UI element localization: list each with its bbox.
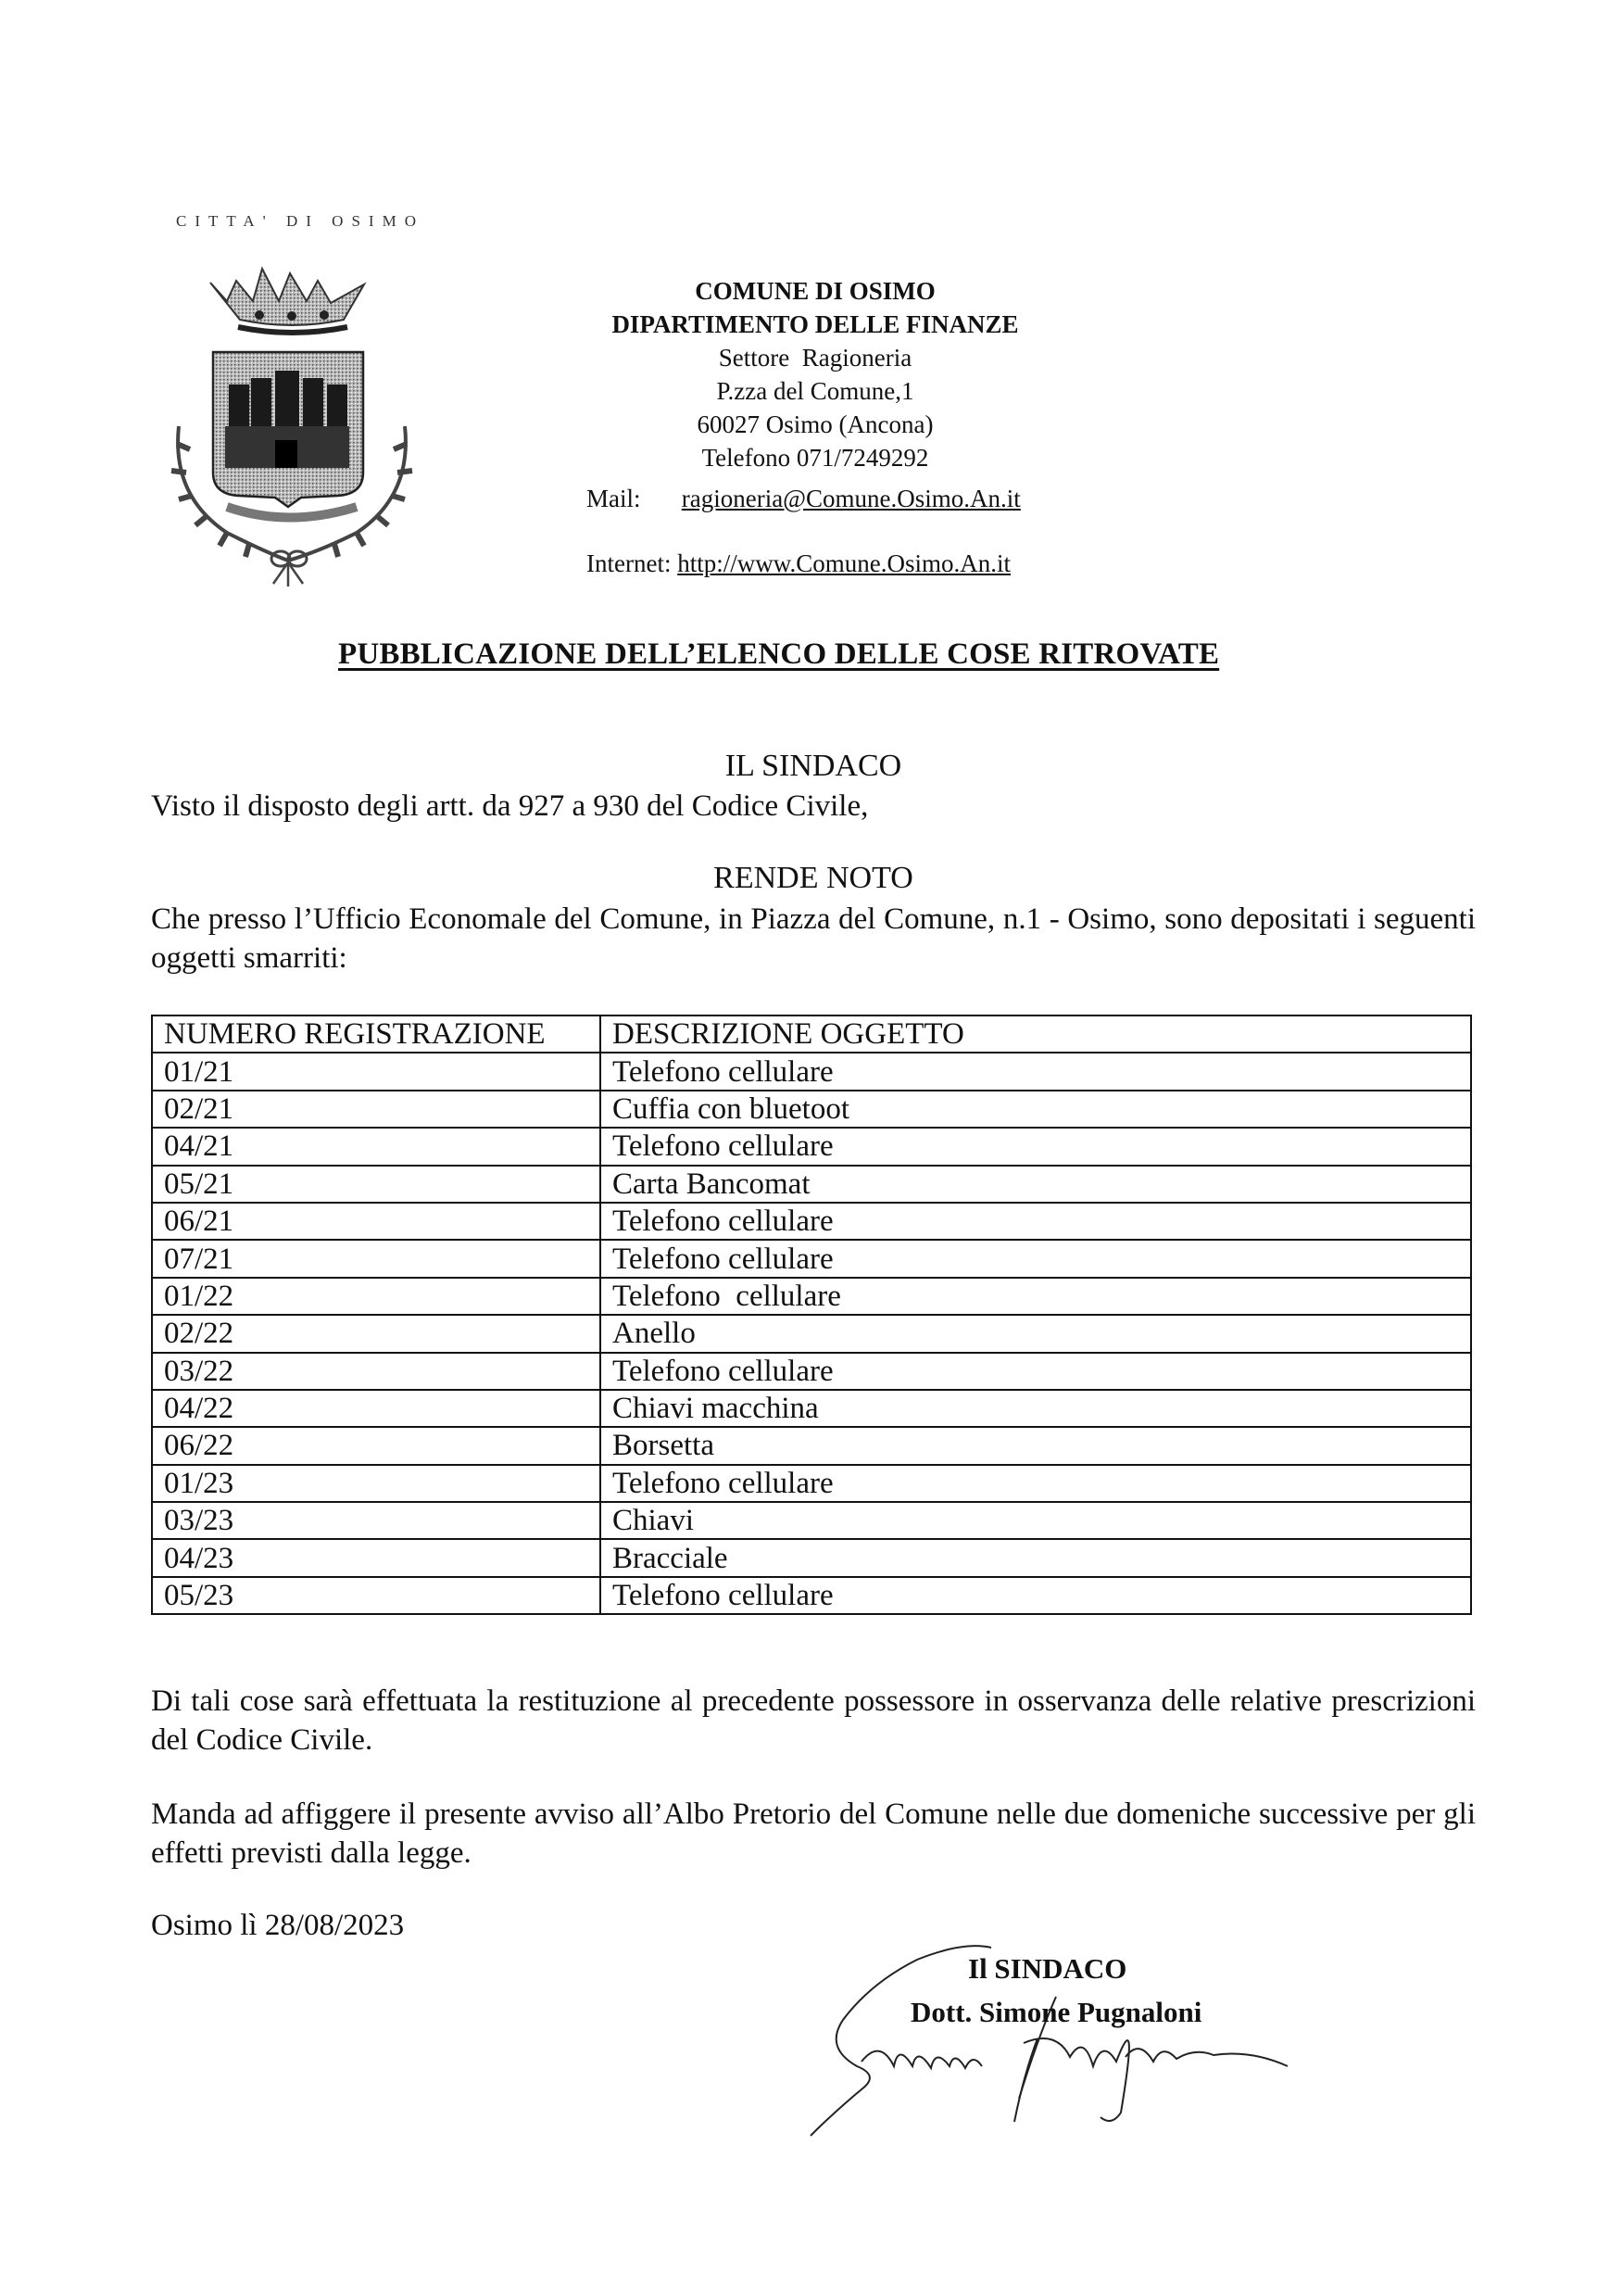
table-row (152, 1502, 1471, 1539)
heading-il-sindaco: IL SINDACO (724, 749, 902, 783)
internet-row (586, 549, 1011, 578)
item-description-cell: Telefono cellulare (600, 1577, 1471, 1614)
address: P.zza del Comune,1 (716, 377, 914, 405)
registration-number-cell: 03/22 (152, 1353, 600, 1390)
item-description-cell: Chiavi (600, 1502, 1471, 1539)
column-header-description: DESCRIZIONE OGGETTO (600, 1016, 1471, 1053)
found-items-table (151, 1015, 1472, 1615)
visto-paragraph: Visto il disposto degli artt. da 927 a 930 del Codice Civile, (151, 789, 869, 823)
intro-paragraph: Che presso l’Ufficio Economale del Comune, in Piazza del Comune, n.1 - Osimo, sono depositati i seguenti oggetti smarriti: (151, 902, 1476, 975)
table-row (152, 1353, 1471, 1390)
table-row (152, 1091, 1471, 1128)
item-description-cell: Chiavi macchina (600, 1390, 1471, 1427)
registration-number-cell: 02/22 (152, 1315, 600, 1352)
registration-number-cell: 05/21 (152, 1166, 600, 1203)
table-row (152, 1128, 1471, 1165)
item-description-cell: Telefono cellulare (600, 1353, 1471, 1390)
phone-number: Telefono 071/7249292 (701, 444, 929, 472)
mail-label: Mail: (586, 485, 641, 512)
item-description-cell: Telefono cellulare (600, 1465, 1471, 1502)
registration-number-cell: 04/23 (152, 1539, 600, 1576)
place-date: Osimo lì 28/08/2023 (151, 1909, 405, 1942)
restitution-paragraph: Di tali cose sarà effettuata la restituzione al precedente possessore in osservanza delle relative prescrizioni del Codice Civile. (151, 1684, 1476, 1757)
city-postal: 60027 Osimo (Ancona) (697, 410, 934, 438)
city-label: CITTA' DI OSIMO (176, 212, 424, 230)
table-row (152, 1539, 1471, 1576)
item-description-cell: Bracciale (600, 1539, 1471, 1576)
sector-name: Settore Ragioneria (718, 344, 912, 372)
table-row (152, 1427, 1471, 1464)
registration-number-cell: 06/21 (152, 1203, 600, 1240)
document-title: PUBBLICAZIONE DELL’ELENCO DELLE COSE RITROVATE (338, 637, 1220, 671)
table-row (152, 1465, 1471, 1502)
website-link[interactable]: http://www.Comune.Osimo.An.it (677, 549, 1011, 577)
registration-number-cell: 02/21 (152, 1091, 600, 1128)
org-name: COMUNE DI OSIMO (695, 277, 936, 305)
table-row (152, 1278, 1471, 1315)
registration-number-cell: 04/21 (152, 1128, 600, 1165)
heading-rende-noto: RENDE NOTO (713, 861, 913, 895)
signature-role: Il SINDACO (968, 1952, 1127, 1985)
registration-number-cell: 01/22 (152, 1278, 600, 1315)
department-name: DIPARTIMENTO DELLE FINANZE (611, 310, 1019, 338)
registration-number-cell: 01/23 (152, 1465, 600, 1502)
table-row (152, 1203, 1471, 1240)
internet-label: Internet: (586, 549, 672, 577)
table-row (152, 1390, 1471, 1427)
table-header-row (152, 1016, 1471, 1053)
registration-number-cell: 05/23 (152, 1577, 600, 1614)
item-description-cell: Telefono cellulare (600, 1053, 1471, 1090)
registration-number-cell: 03/23 (152, 1502, 600, 1539)
table-row (152, 1166, 1471, 1203)
table-row (152, 1315, 1471, 1352)
registration-number-cell: 07/21 (152, 1240, 600, 1277)
signature-name: Dott. Simone Pugnaloni (911, 1996, 1202, 2028)
item-description-cell: Anello (600, 1315, 1471, 1352)
shield-icon (213, 352, 363, 507)
item-description-cell: Borsetta (600, 1427, 1471, 1464)
table-row (152, 1577, 1471, 1614)
posting-paragraph: Manda ad affiggere il presente avviso all’Albo Pretorio del Comune nelle due domeniche successive per gli effetti previsti dalla legge. (151, 1798, 1476, 1870)
table-row (152, 1053, 1471, 1090)
item-description-cell: Telefono cellulare (600, 1240, 1471, 1277)
registration-number-cell: 04/22 (152, 1390, 600, 1427)
item-description-cell: Carta Bancomat (600, 1166, 1471, 1203)
item-description-cell: Telefono cellulare (600, 1278, 1471, 1315)
item-description-cell: Cuffia con bluetoot (600, 1091, 1471, 1128)
registration-number-cell: 01/21 (152, 1053, 600, 1090)
coat-of-arms-icon (153, 264, 431, 588)
item-description-cell: Telefono cellulare (600, 1128, 1471, 1165)
registration-number-cell: 06/22 (152, 1427, 600, 1464)
column-header-registration: NUMERO REGISTRAZIONE (152, 1016, 600, 1053)
mail-link[interactable]: ragioneria@Comune.Osimo.An.it (681, 485, 1021, 512)
mail-row (586, 485, 1021, 513)
item-description-cell: Telefono cellulare (600, 1203, 1471, 1240)
crown-icon (210, 269, 364, 333)
table-row (152, 1240, 1471, 1277)
